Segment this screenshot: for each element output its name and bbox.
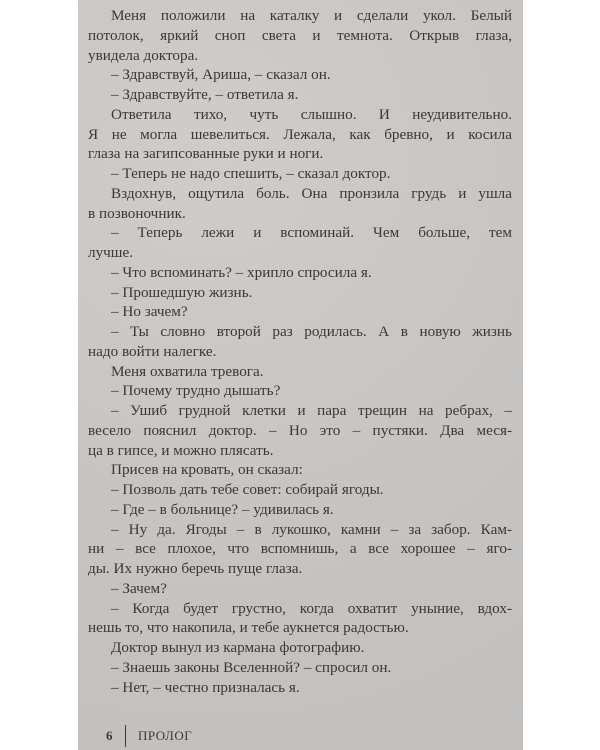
text-line: нешь то, что накопила, и тебе аукнется радостью. (88, 619, 409, 637)
text-line: – Почему трудно дышать? (111, 382, 281, 400)
text-line: весело пояснил доктор. – Но это – пустяки. Два меся- (88, 421, 512, 439)
text-line: ца в гипсе, и можно плясать. (88, 441, 274, 459)
text-line: Доктор вынул из кармана фотографию. (111, 639, 365, 656)
text-line: глаза на загипсованные руки и ноги. (88, 145, 324, 163)
text-line: – Ушиб грудной клетки и пара трещин на ребрах, – (111, 402, 512, 419)
text-line: в позвоночник. (88, 204, 186, 222)
text-line: – Прошедшую жизнь. (111, 283, 253, 301)
text-line: Меня охватила тревога. (111, 362, 264, 380)
body-text (88, 6, 512, 697)
text-line: – Теперь не надо спешить, – сказал доктор. (111, 165, 391, 182)
text-line: увидела доктора. (88, 46, 199, 64)
text-line: – Ну да. Ягоды – в лукошко, камни – за забор. Кам- (111, 520, 512, 538)
text-line: ни – все плохое, что вспомнишь, а все хорошее – яго- (88, 540, 512, 558)
text-line: – Ты словно второй раз родилась. А в новую жизнь (111, 323, 512, 340)
text-line: – Теперь лежи и вспоминай. Чем больше, тем (111, 224, 512, 242)
page-number: 6 (106, 728, 113, 743)
text-line: лучше. (88, 244, 134, 261)
page-footer (106, 725, 192, 747)
text-line: – Позволь дать тебе совет: собирай ягоды. (111, 481, 384, 498)
text-line: Вздохнув, ощутила боль. Она пронзила грудь и ушла (111, 184, 512, 202)
text-line: – Но зачем? (111, 303, 188, 321)
text-line: Меня положили на каталку и сделали укол. Белый (111, 7, 512, 24)
text-line: Я не могла шевелиться. Лежала, как бревно, и косила (88, 125, 512, 143)
text-line: – Нет, – честно призналась я. (111, 678, 300, 696)
footer-divider (125, 725, 127, 747)
text-line: – Когда будет грустно, когда охватит уныние, вдох- (111, 599, 512, 617)
text-line: – Здравствуйте, – ответила я. (111, 86, 299, 103)
text-line: Присев на кровать, он сказал: (111, 461, 303, 479)
text-line: – Что вспоминать? – хрипло спросила я. (111, 263, 372, 281)
text-line: – Зачем? (111, 579, 167, 597)
text-line: – Где – в больнице? – удивилась я. (111, 500, 334, 518)
text-line: – Знаешь законы Вселенной? – спросил он. (111, 658, 392, 676)
book-page (78, 0, 523, 750)
text-line: ды. Их нужно беречь пуще глаза. (88, 560, 303, 577)
text-line: Ответила тихо, чуть слышно. И неудивительно. (111, 105, 512, 123)
running-title: ПРОЛОГ (138, 728, 193, 743)
text-line: – Здравствуй, Ариша, – сказал он. (111, 66, 331, 84)
text-line: надо войти налегке. (88, 342, 217, 360)
text-line: потолок, яркий сноп света и темнота. Открыв глаза, (88, 26, 512, 44)
